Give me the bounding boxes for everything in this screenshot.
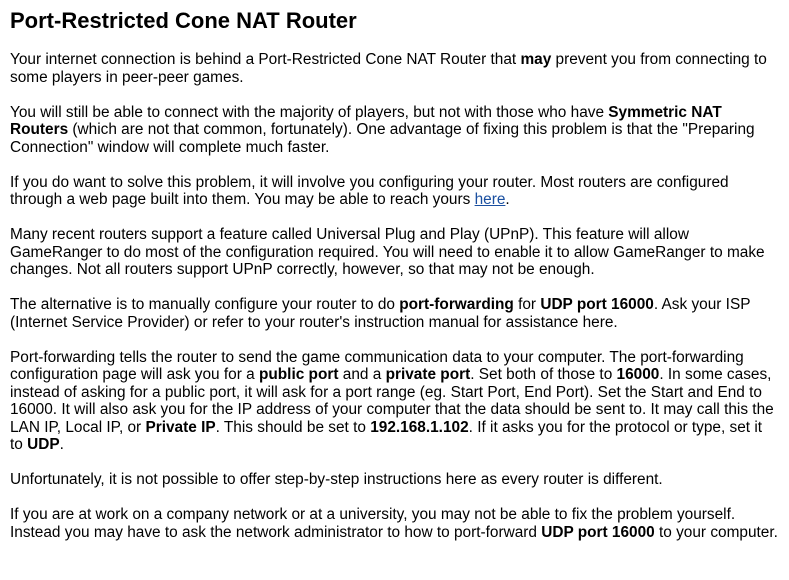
- pfd-text-4: . In some cases, instead of asking for a public port, it will ask for a port range (eg. Start Port, End Port). Set the Start and End to 16000. It will also ask you for the IP address of your computer that the data should be sent to. It may call this the LAN IP, Local IP, or: [10, 366, 774, 436]
- intro-paragraph: [10, 51, 779, 86]
- intro-text-end: prevent you from connecting to some players in peer-peer games.: [10, 51, 767, 86]
- company-text-1: If you are at work on a company network or at a university, you may not be able to fix the problem yourself. Instead you may have to ask the network administrator to how to port-forward: [10, 506, 736, 541]
- pf-emphasis-1: port-forwarding: [399, 296, 514, 313]
- upnp-paragraph: Many recent routers support a feature called Universal Plug and Play (UPnP). This feature will allow GameRanger to do most of the configuration required. You will need to enable it to allow GameRanger to make changes. Not all routers support UPnP correctly, however, so that may not be enough.: [10, 226, 765, 278]
- company-network-paragraph: [10, 506, 779, 541]
- port-forwarding-paragraph: [10, 296, 779, 331]
- pfd-text-5: . This should be set to: [215, 418, 371, 436]
- page-title: Port-Restricted Cone NAT Router: [10, 8, 357, 33]
- company-text-2: to your computer.: [654, 523, 778, 541]
- pfd-emphasis-udp: UDP: [27, 436, 60, 453]
- symmetric-emphasis: Symmetric NAT Routers: [10, 103, 722, 138]
- pfd-emphasis-ip-address: 192.168.1.102: [370, 418, 469, 436]
- pfd-text-6: . If it asks you for the protocol or type, set it to: [10, 418, 763, 453]
- symmetric-text-end: (which are not that common, fortunately). One advantage of fixing this problem is that the "Preparing Connection" window will complete much faster.: [10, 121, 755, 156]
- pfd-emphasis-private-ip: Private IP: [145, 418, 216, 436]
- no-instructions-paragraph: Unfortunately, it is not possible to offer step-by-step instructions here as every router is different.: [10, 471, 663, 488]
- pfd-text-3: . Set both of those to: [470, 366, 617, 383]
- pfd-emphasis-port: 16000: [616, 366, 660, 383]
- pf-text-2: for: [513, 296, 541, 313]
- pf-text-1: The alternative is to manually configure your router to do: [10, 296, 400, 313]
- port-forwarding-details-paragraph: [10, 349, 779, 454]
- symmetric-text: You will still be able to connect with the majority of players, but not with those who have: [10, 103, 609, 121]
- pfd-text-2: and a: [338, 366, 386, 383]
- router-page-link[interactable]: here: [474, 191, 506, 208]
- pfd-text-7: .: [59, 436, 64, 453]
- pf-text-3: . Ask your ISP (Internet Service Provider) or refer to your router's instruction manual for assistance here.: [10, 296, 751, 331]
- configure-text-end: .: [505, 191, 510, 208]
- intro-emphasis: may: [520, 51, 552, 68]
- pf-emphasis-2: UDP port 16000: [540, 296, 654, 313]
- configure-router-paragraph: [10, 174, 779, 209]
- intro-text: Your internet connection is behind a Port-Restricted Cone NAT Router that: [10, 51, 521, 68]
- pfd-emphasis-private: private port: [385, 366, 471, 383]
- pfd-emphasis-public: public port: [258, 366, 339, 383]
- configure-text: If you do want to solve this problem, it will involve you configuring your router. Most routers are configured through a web page built into them. You may be able to reach yours: [10, 173, 729, 208]
- symmetric-nat-paragraph: [10, 104, 779, 157]
- pfd-text-1: Port-forwarding tells the router to send the game communication data to your computer. The port-forwarding configuration page will ask you for a: [10, 348, 744, 383]
- company-emphasis: UDP port 16000: [541, 523, 655, 541]
